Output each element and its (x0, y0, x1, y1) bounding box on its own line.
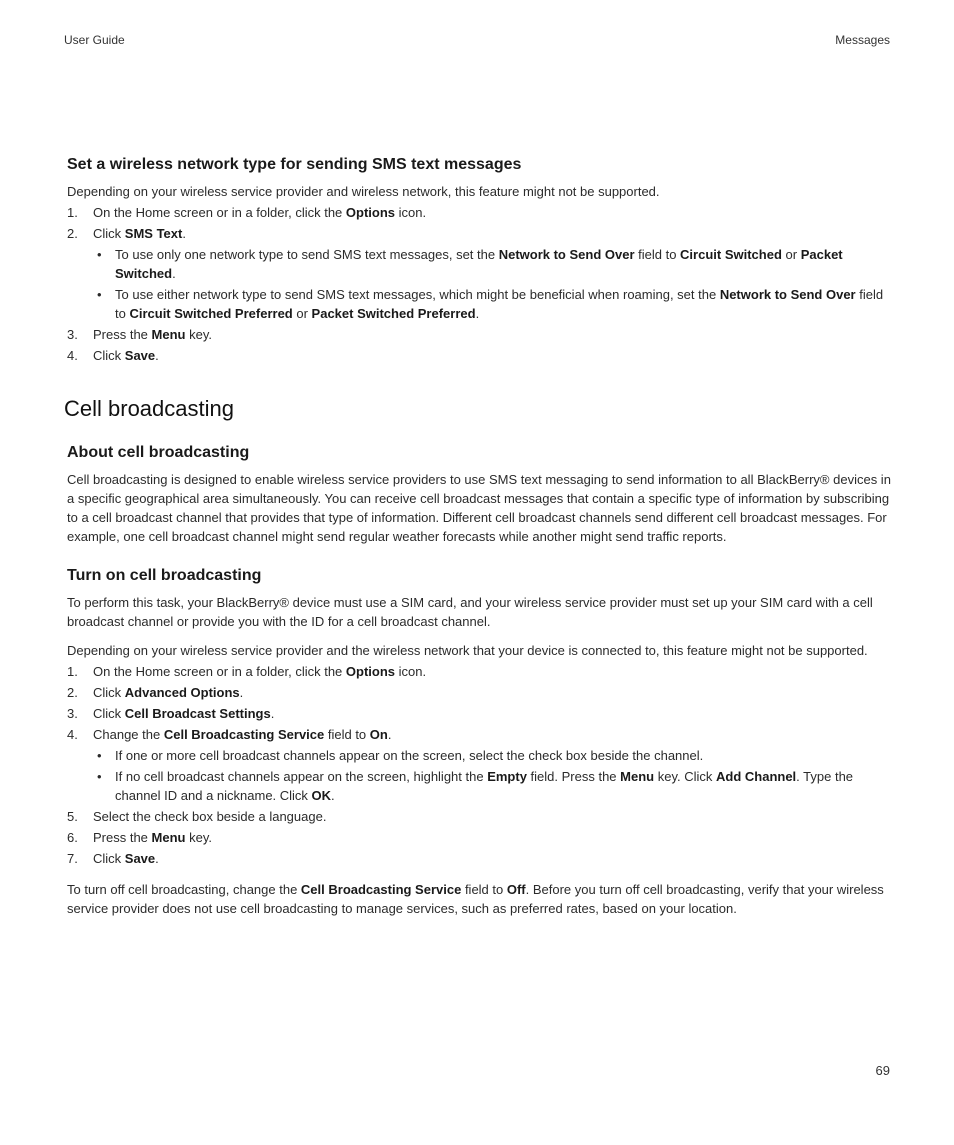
step-text: On the Home screen or in a folder, click the (93, 664, 346, 679)
step-text: . (239, 685, 244, 700)
step-item (67, 346, 892, 365)
turn-on-paragraph-2: Depending on your wireless service provider and the wireless network that your device is connected to, this feature might not be supported. (67, 643, 868, 658)
sub-text: To use either network type to send SMS text messages, which might be beneficial when roaming, set the (115, 287, 720, 302)
step-number: 4. (67, 348, 78, 363)
heading-about-cell-broadcasting: About cell broadcasting (67, 444, 250, 461)
outro-text: To turn off cell broadcasting, change the (67, 882, 301, 897)
heading-turn-on-cell-broadcasting: Turn on cell broadcasting (67, 567, 262, 584)
ui-term: Empty (487, 769, 527, 784)
step-text: . (155, 348, 159, 363)
ui-term: Packet Switched (115, 247, 843, 281)
step-number: 6. (67, 830, 78, 845)
ui-term: Network to Send Over (498, 247, 635, 262)
step-number: 3. (67, 706, 78, 721)
sub-text: field to (115, 287, 884, 321)
outro-text: . Before you turn off cell broadcasting, verify that your wireless service provider does not use cell broadcasting to manage services, such as preferred rates, based on your location. (67, 882, 884, 916)
sub-step-item (93, 245, 892, 283)
ui-term: Options (345, 205, 396, 220)
sub-text: If one or more cell broadcast channels appear on the screen, select the check box beside the channel. (115, 748, 704, 763)
ui-term: Cell Broadcasting Service (300, 882, 462, 897)
outro-text: field to (461, 882, 507, 897)
step-text: . (270, 706, 275, 721)
sub-text: . (331, 788, 335, 803)
step-number: 5. (67, 809, 78, 824)
step-item (67, 224, 892, 323)
step-item (67, 807, 892, 826)
heading-set-network-type: Set a wireless network type for sending SMS text messages (67, 156, 522, 173)
step-number: 4. (67, 727, 78, 742)
sub-text: field to (634, 247, 681, 262)
step-item (67, 849, 892, 868)
step-text: Click (93, 706, 125, 721)
sub-text: or (781, 247, 801, 262)
step-item (67, 203, 892, 222)
step-text: Change the (93, 727, 164, 742)
sub-text: . Type the channel ID and a nickname. Click (115, 769, 854, 803)
ui-term: Add Channel (716, 769, 797, 784)
step-number: 2. (67, 685, 78, 700)
step-number: 7. (67, 851, 78, 866)
ui-term: On (369, 727, 388, 742)
step-item (67, 662, 892, 681)
ui-term: Menu (151, 327, 186, 342)
step-item (67, 683, 892, 702)
step-item (67, 325, 892, 344)
ui-term: Advanced Options (124, 685, 240, 700)
ui-term: Off (506, 882, 526, 897)
step-text: icon. (395, 205, 427, 220)
sub-text: key. Click (654, 769, 716, 784)
bullet-icon: • (97, 287, 102, 302)
bullet-icon: • (97, 769, 102, 784)
ui-term: OK (311, 788, 332, 803)
sub-step-item (93, 746, 892, 765)
step-item (67, 828, 892, 847)
step-text: . (182, 226, 186, 241)
ui-term: Packet Switched Preferred (311, 306, 476, 321)
step-text: Click (93, 348, 125, 363)
sec1-intro: Depending on your wireless service provider and wireless network, this feature might not be supported. (67, 184, 660, 199)
ui-term: Cell Broadcast Settings (124, 706, 271, 721)
about-paragraph: Cell broadcasting is designed to enable wireless service providers to use SMS text messaging to send information to all BlackBerry® devices in a specific geographical area simultaneously. You can receive cell broadcast messages that contain a specific type of information by subscribing to a cell broadcast channel that provides that type of information. Different cell broadcast channels send different cell broadcast messages. For example, one cell broadcast channel might send regular weather forecasts while another might send traffic reports. (67, 472, 891, 544)
step-number: 1. (67, 664, 78, 679)
sub-step-item (93, 285, 892, 323)
step-text: Press the (93, 830, 152, 845)
heading-cell-broadcasting: Cell broadcasting (64, 396, 234, 421)
step-number: 1. (67, 205, 78, 220)
ui-term: SMS Text (124, 226, 183, 241)
turn-on-paragraph-1: To perform this task, your BlackBerry® device must use a SIM card, and your wireless service provider must set up your SIM card with a cell broadcast channel or provide you with the ID for a cell broadcast channel. (67, 595, 873, 629)
sub-text: or (292, 306, 312, 321)
step-text: Click (93, 851, 125, 866)
step-text: On the Home screen or in a folder, click the (93, 205, 346, 220)
step-text: . (155, 851, 159, 866)
page-content (64, 155, 892, 918)
step-text: . (387, 727, 392, 742)
sub-text: If no cell broadcast channels appear on the screen, highlight the (115, 769, 488, 784)
step-text: key. (185, 830, 212, 845)
step-text: icon. (395, 664, 427, 679)
ui-term: Menu (620, 769, 655, 784)
step-number: 3. (67, 327, 78, 342)
ui-term: Circuit Switched (680, 247, 782, 262)
step-item (67, 704, 892, 723)
sub-text: . (475, 306, 480, 321)
ui-term: Circuit Switched Preferred (129, 306, 293, 321)
ui-term: Save (124, 348, 156, 363)
sub-steps (93, 746, 892, 805)
ui-term: Save (124, 851, 156, 866)
ui-term: Network to Send Over (719, 287, 856, 302)
turn-off-paragraph (67, 880, 892, 918)
bullet-icon: • (97, 247, 102, 262)
sub-text: . (172, 266, 176, 281)
sub-step-item (93, 767, 892, 805)
step-text: Select the check box beside a language. (93, 809, 327, 824)
running-header-left: User Guide (64, 33, 125, 47)
page-number: 69 (875, 1063, 890, 1078)
sec1-steps (67, 203, 892, 365)
sub-text: field. Press the (526, 769, 621, 784)
step-text: Click (93, 226, 125, 241)
step-item (67, 725, 892, 805)
step-text: field to (324, 727, 370, 742)
sec4-steps (67, 662, 892, 868)
sub-text: To use only one network type to send SMS text messages, set the (115, 247, 499, 262)
step-text: Press the (93, 327, 152, 342)
step-number: 2. (67, 226, 78, 241)
step-text: key. (185, 327, 212, 342)
step-text: Click (93, 685, 125, 700)
bullet-icon: • (97, 748, 102, 763)
ui-term: Cell Broadcasting Service (163, 727, 325, 742)
sub-steps (93, 245, 892, 323)
ui-term: Options (345, 664, 396, 679)
running-header-right: Messages (835, 33, 890, 47)
ui-term: Menu (151, 830, 186, 845)
